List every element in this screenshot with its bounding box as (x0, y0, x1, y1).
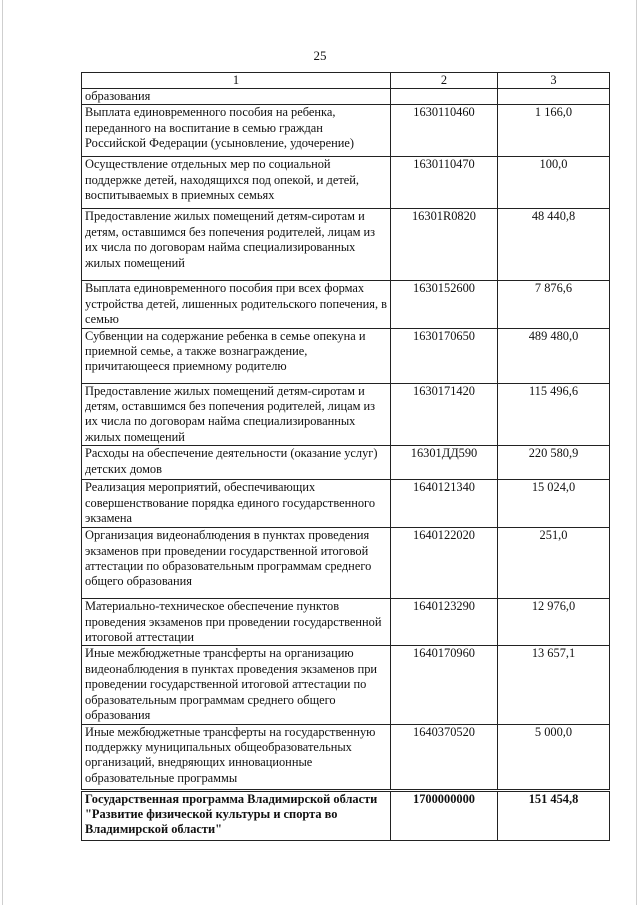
row-code: 16301R0820 (391, 209, 498, 281)
table-row (82, 157, 610, 209)
row-name: Выплата единовременного пособия на ребенка, переданного на воспитание в семью граждан Российской Федерации (усыновление, удочерение) (82, 105, 391, 157)
row-code: 1640121340 (391, 480, 498, 528)
header-col-3: 3 (498, 73, 610, 89)
row-amount: 151 454,8 (498, 790, 610, 840)
row-name: Предоставление жилых помещений детям-сиротам и детям, оставшимся без попечения родителей, лицам из их числа по договорам найма специализированных жилых помещений (82, 383, 391, 446)
table-row (82, 105, 610, 157)
row-name: Материально-техническое обеспечение пунктов проведения экзаменов при проведении государственной итоговой аттестации (82, 599, 391, 646)
row-name: образования (82, 89, 391, 105)
row-amount: 15 024,0 (498, 480, 610, 528)
table-header (82, 73, 610, 89)
row-code: 1630110470 (391, 157, 498, 209)
scan-edge-left (2, 0, 3, 905)
table-row (82, 480, 610, 528)
header-col-1: 1 (82, 73, 391, 89)
row-code: 16301ДД590 (391, 446, 498, 480)
budget-table (81, 72, 610, 841)
row-amount: 489 480,0 (498, 328, 610, 383)
row-name: Субвенции на содержание ребенка в семье опекуна и приемной семье, а также вознаграждение, причитающееся приемному родителю (82, 328, 391, 383)
row-code: 1630170650 (391, 328, 498, 383)
table-body (82, 89, 610, 841)
row-amount (498, 89, 610, 105)
table-row (82, 89, 610, 105)
row-code: 1640370520 (391, 724, 498, 790)
table-row (82, 383, 610, 446)
table-row (82, 209, 610, 281)
row-name: Расходы на обеспечение деятельности (оказание услуг) детских домов (82, 446, 391, 480)
table-row (82, 599, 610, 646)
table-row (82, 646, 610, 724)
row-name: Организация видеонаблюдения в пунктах проведения экзаменов при проведении государственной итоговой аттестации по образовательным программам среднего общего образования (82, 528, 391, 599)
table-row (82, 328, 610, 383)
row-amount: 220 580,9 (498, 446, 610, 480)
page-number: 25 (313, 48, 327, 63)
table-row (82, 281, 610, 328)
row-amount: 1 166,0 (498, 105, 610, 157)
row-amount: 115 496,6 (498, 383, 610, 446)
table-row (82, 446, 610, 480)
row-amount: 12 976,0 (498, 599, 610, 646)
table-row (82, 724, 610, 790)
row-amount: 100,0 (498, 157, 610, 209)
row-code: 1640170960 (391, 646, 498, 724)
table-row (82, 528, 610, 599)
scan-edge-right (636, 0, 637, 905)
row-code: 1630110460 (391, 105, 498, 157)
header-col-2: 2 (391, 73, 498, 89)
row-code: 1630152600 (391, 281, 498, 328)
row-code (391, 89, 498, 105)
row-code: 1630171420 (391, 383, 498, 446)
row-name: Осуществление отдельных мер по социальной поддержке детей, находящихся под опекой, и детей, воспитываемых в приемных семьях (82, 157, 391, 209)
row-name: Реализация мероприятий, обеспечивающих совершенствование порядка единого государственного экзамена (82, 480, 391, 528)
row-code: 1700000000 (391, 790, 498, 840)
row-amount: 48 440,8 (498, 209, 610, 281)
row-amount: 7 876,6 (498, 281, 610, 328)
row-amount: 5 000,0 (498, 724, 610, 790)
row-amount: 13 657,1 (498, 646, 610, 724)
row-name: Предоставление жилых помещений детям-сиротам и детям, оставшимся без попечения родителей, лицам из их числа по договорам найма специализированных жилых помещений (82, 209, 391, 281)
table-row-program-total (82, 790, 610, 840)
row-name: Государственная программа Владимирской области "Развитие физической культуры и спорта во Владимирской области" (82, 790, 391, 840)
row-amount: 251,0 (498, 528, 610, 599)
row-name: Иные межбюджетные трансферты на организацию видеонаблюдения в пунктах проведения экзаменов при проведении государственной итоговой аттестации по образовательным программам среднего общего образования (82, 646, 391, 724)
row-name: Иные межбюджетные трансферты на государственную поддержку муниципальных общеобразовательных организаций, внедряющих инновационные образовательные программы (82, 724, 391, 790)
row-name: Выплата единовременного пособия при всех формах устройства детей, лишенных родительского попечения, в семью (82, 281, 391, 328)
row-code: 1640122020 (391, 528, 498, 599)
row-code: 1640123290 (391, 599, 498, 646)
